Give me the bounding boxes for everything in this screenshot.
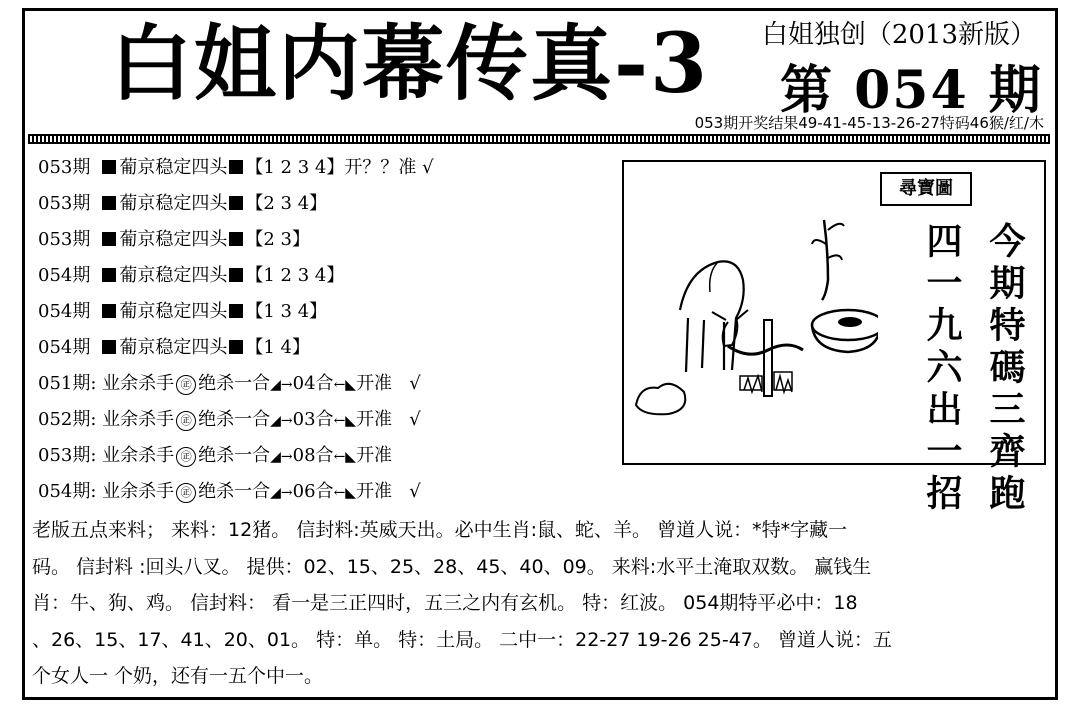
kill-prefix: 业余杀手 <box>102 409 175 430</box>
zheng-circle-icon: ㊣ <box>176 411 196 431</box>
arrow-right-icon: ◢→ <box>270 485 293 501</box>
list-item <box>38 186 598 222</box>
kill-number: 04合 <box>292 373 334 394</box>
pick-numbers: 【1 2 3 4】 <box>245 157 345 178</box>
info-line: 肖：牛、狗、鸡。 信封料： 看一是三正四时，五三之内有玄机。 特：红波。 054期特平必中：18 <box>32 592 858 614</box>
list-item <box>38 294 598 330</box>
list-item <box>38 402 598 438</box>
pick-numbers: 【2 3 4】 <box>245 193 328 214</box>
square-icon <box>229 340 243 354</box>
info-line: 个女人一 个奶，还有一五个中一。 <box>32 665 324 687</box>
pick-numbers: 【1 2 3 4】 <box>245 265 345 286</box>
period-label: 053期 <box>38 229 91 250</box>
pick-name: 葡京稳定四头 <box>119 157 228 178</box>
square-icon <box>102 304 116 318</box>
kill-mid: 绝杀一合 <box>198 445 271 466</box>
square-icon <box>229 268 243 282</box>
period-label: 054期 <box>38 301 91 322</box>
arrow-left-icon: ←◣ <box>333 413 357 429</box>
kill-end: 开准 <box>356 373 393 394</box>
kill-end: 开准 <box>356 409 393 430</box>
pick-name: 葡京稳定四头 <box>119 337 228 358</box>
pick-name: 葡京稳定四头 <box>119 265 228 286</box>
treasure-illustration <box>628 200 878 430</box>
zheng-circle-icon: ㊣ <box>176 447 196 467</box>
divider <box>28 134 1050 144</box>
period-label: 054期 <box>38 337 91 358</box>
period-label: 052期: <box>38 409 97 430</box>
list-item <box>38 438 598 474</box>
special-code-column: 今期特碼三齊跑 <box>984 222 1026 516</box>
period-label: 053期 <box>38 193 91 214</box>
square-icon <box>229 196 243 210</box>
hint-column: 四一九六出一招 <box>921 222 963 516</box>
zheng-circle-icon: ㊣ <box>176 375 196 395</box>
pick-name: 葡京稳定四头 <box>119 301 228 322</box>
period-label: 051期: <box>38 373 97 394</box>
pick-numbers: 【1 3 4】 <box>245 301 328 322</box>
arrow-right-icon: ◢→ <box>270 377 293 393</box>
draw-result: 053期开奖结果49-41-45-13-26-27特码46猴/红/木 <box>694 114 1044 132</box>
pick-numbers: 【2 3】 <box>245 229 310 250</box>
list-item <box>38 222 598 258</box>
square-icon <box>102 232 116 246</box>
page-title: 白姐内幕传真-3 <box>110 16 710 112</box>
square-icon <box>102 268 116 282</box>
arrow-left-icon: ←◣ <box>333 377 357 393</box>
list-item <box>38 366 598 402</box>
kill-end: 开准 <box>356 445 393 466</box>
picks-list <box>38 150 598 510</box>
check-icon: √ <box>409 373 421 394</box>
kill-number: 06合 <box>292 481 334 502</box>
square-icon <box>102 160 116 174</box>
kill-mid: 绝杀一合 <box>198 373 271 394</box>
period-label: 053期 <box>38 157 91 178</box>
square-icon <box>102 196 116 210</box>
info-line: 老版五点来料； 来料：12猪。 信封料:英威天出。必中生肖:鼠、蛇、羊。 曾道人说：*特*字藏一 <box>32 519 848 541</box>
info-line: 码。 信封料 :回头八叉。 提供：02、15、25、28、45、40、09。 来料:水平土淹取双数。 赢钱生 <box>32 555 872 578</box>
list-item <box>38 150 598 186</box>
kill-prefix: 业余杀手 <box>102 481 175 502</box>
treasure-label: 尋寶圖 <box>880 172 972 206</box>
issue-number: 第 054 期 <box>780 60 1043 121</box>
info-paragraph <box>32 512 1042 695</box>
kill-mid: 绝杀一合 <box>198 409 271 430</box>
zheng-circle-icon: ㊣ <box>176 483 196 503</box>
arrow-right-icon: ◢→ <box>270 413 293 429</box>
kill-number: 03合 <box>292 409 334 430</box>
kill-prefix: 业余杀手 <box>102 445 175 466</box>
period-label: 054期 <box>38 265 91 286</box>
kill-end: 开准 <box>356 481 393 502</box>
square-icon <box>102 340 116 354</box>
pick-name: 葡京稳定四头 <box>119 193 228 214</box>
brand-label: 白姐独创（2013新版） <box>761 20 1036 50</box>
list-item <box>38 258 598 294</box>
arrow-left-icon: ←◣ <box>333 449 357 465</box>
check-icon: √ <box>409 481 421 502</box>
pick-numbers: 【1 4】 <box>245 337 310 358</box>
arrow-left-icon: ←◣ <box>333 485 357 501</box>
kill-mid: 绝杀一合 <box>198 481 271 502</box>
pick-extra: 开？？准 √ <box>344 157 434 178</box>
check-icon: √ <box>409 409 421 430</box>
pick-name: 葡京稳定四头 <box>119 229 228 250</box>
info-line: 、26、15、17、41、20、01。 特：单。 特：土局。 二中一：22-27 19-26 25-47。 曾道人说：五 <box>32 628 892 651</box>
period-label: 054期: <box>38 481 97 502</box>
square-icon <box>229 304 243 318</box>
period-label: 053期: <box>38 445 97 466</box>
kill-number: 08合 <box>292 445 334 466</box>
list-item <box>38 474 598 510</box>
list-item <box>38 330 598 366</box>
kill-prefix: 业余杀手 <box>102 373 175 394</box>
arrow-right-icon: ◢→ <box>270 449 293 465</box>
square-icon <box>229 160 243 174</box>
square-icon <box>229 232 243 246</box>
